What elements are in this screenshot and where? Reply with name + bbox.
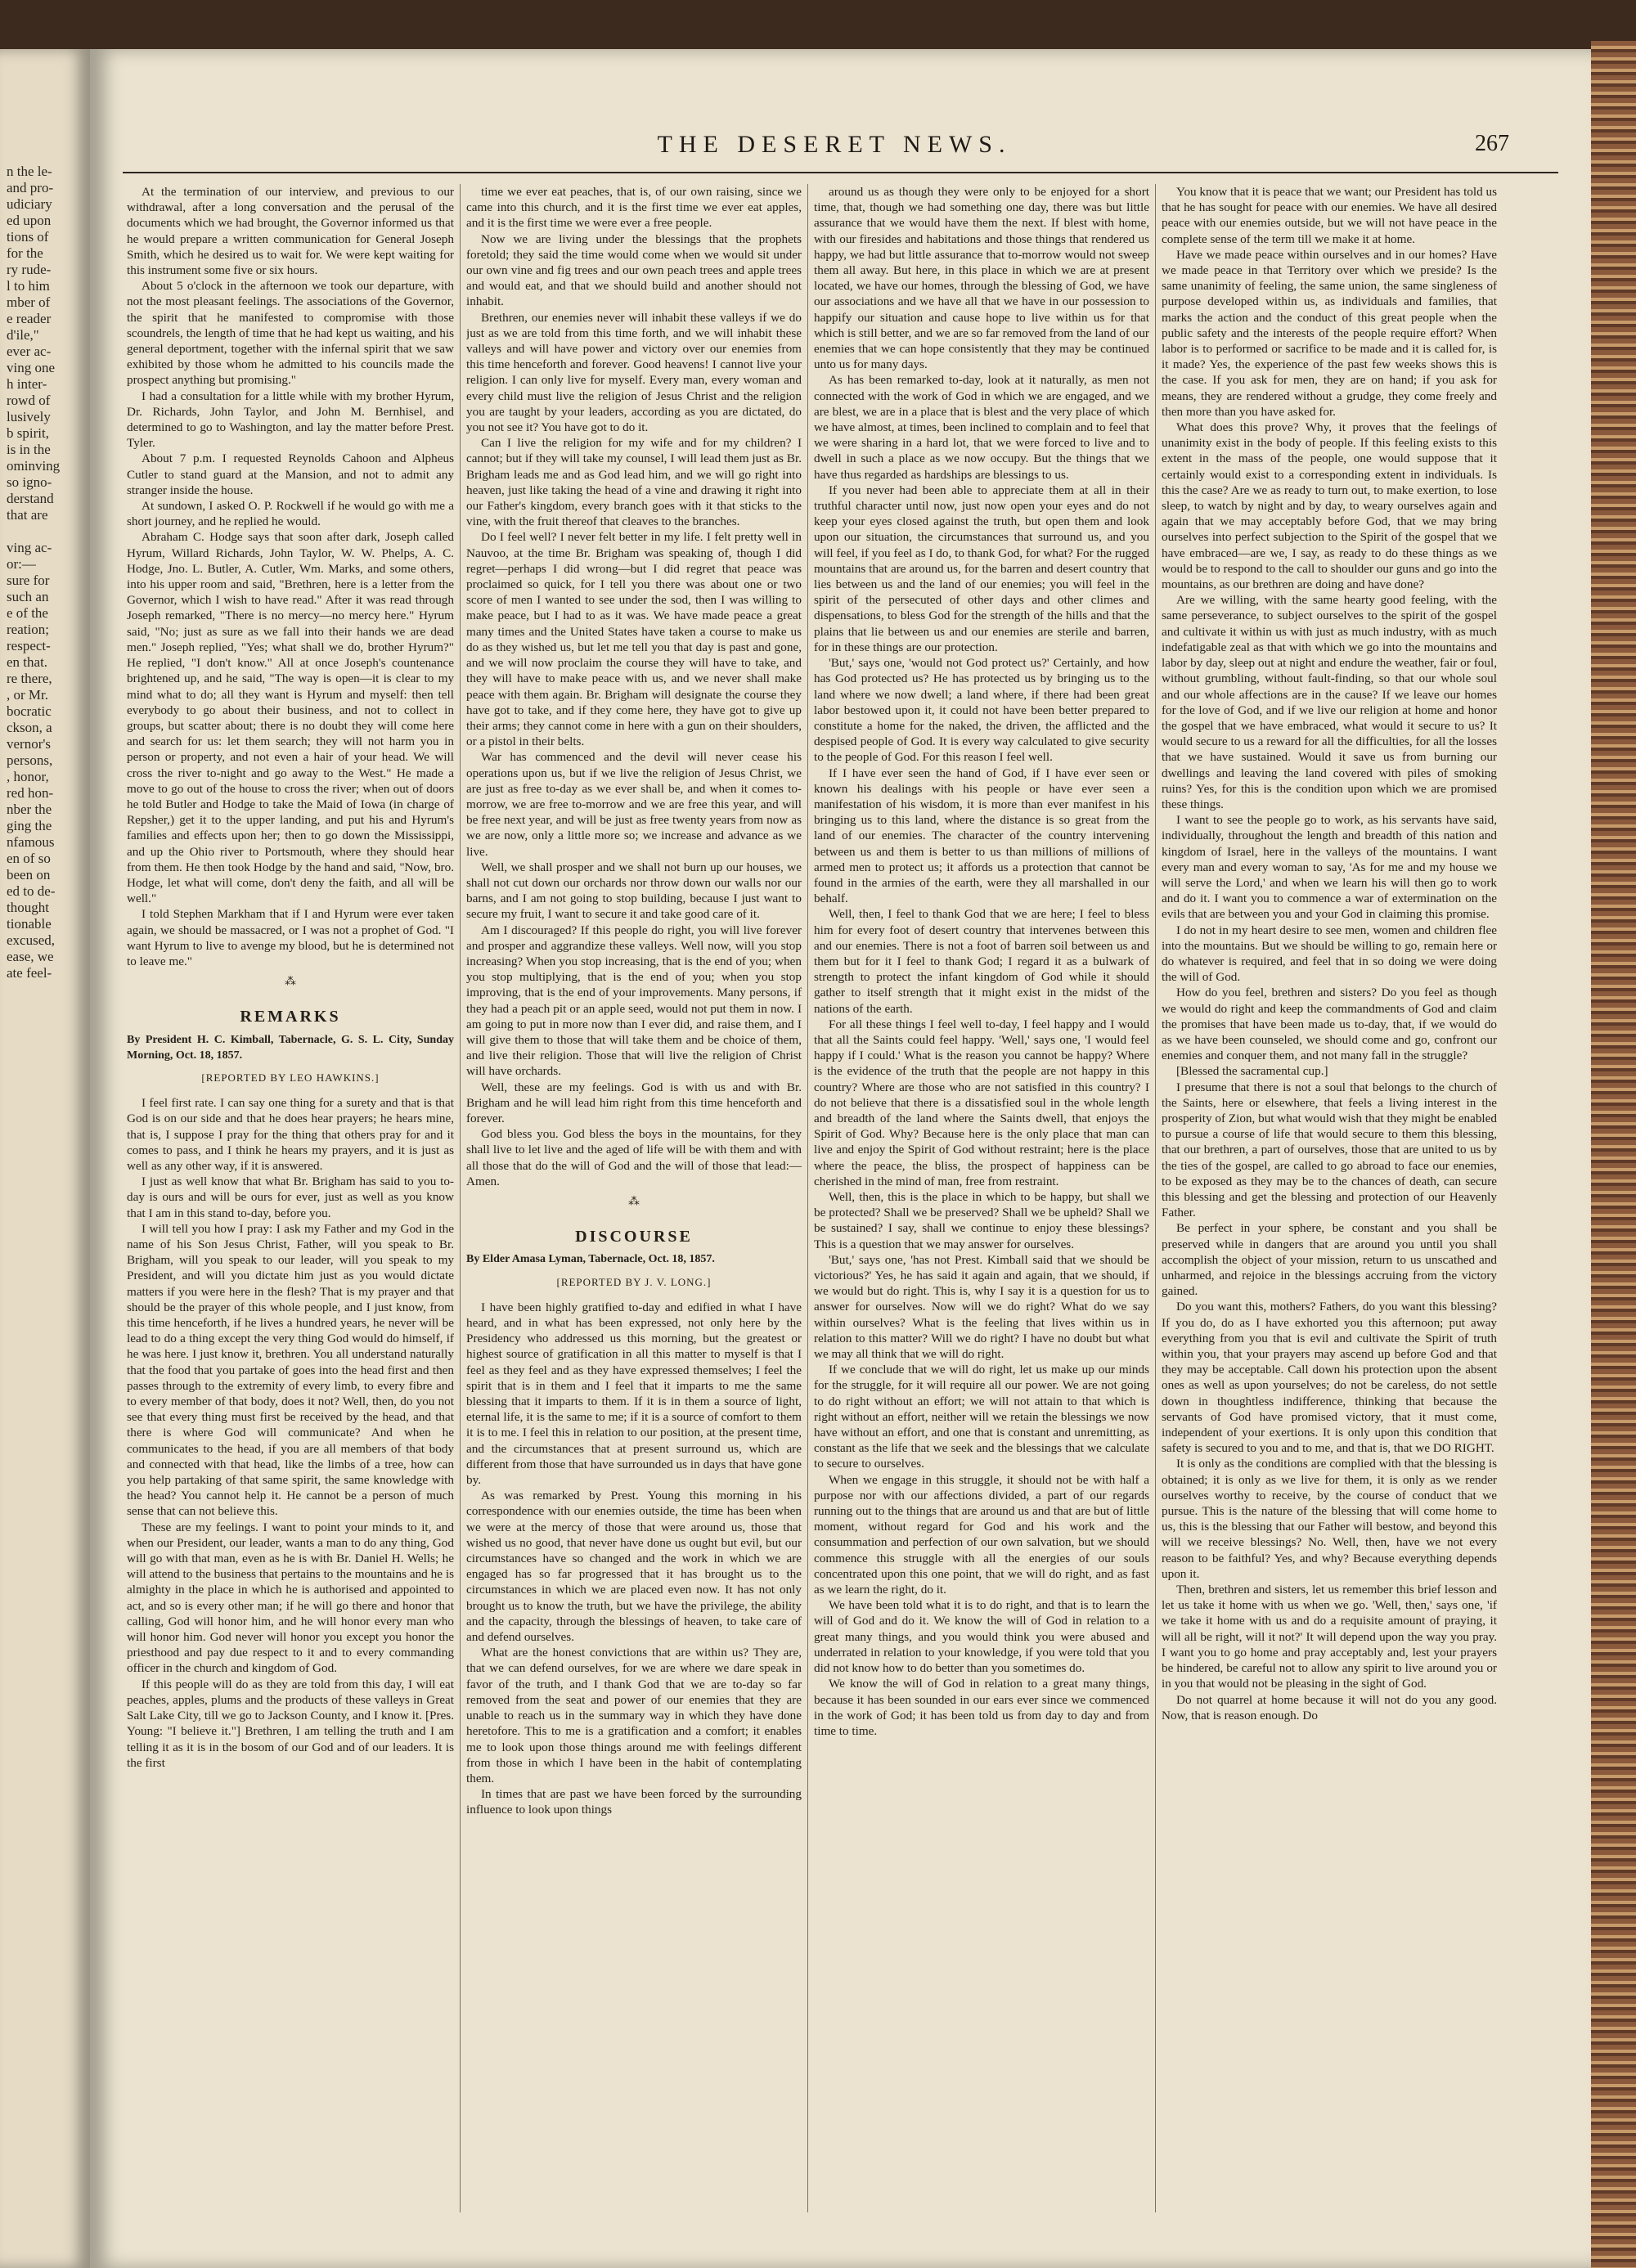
column-rule <box>807 184 808 2212</box>
paragraph: It is only as the conditions are complied with that the blessing is obtained; it is only as we live for them, it is only as we render ourselves worthy to receive, by the course of conduct that we pursue. This is the nature of the blessing that will come home to us, this is the blessing that our Father will bestow, and beyond this will we receive blessings? No. Well, then, have we not every reason to be faithful? Yes, and why? Because everything depends upon it. <box>1162 1457 1497 1581</box>
paragraph: I told Stephen Markham that if I and Hyrum were ever taken again, we should be massacred, or I was not a prophet of God. "I want Hyrum to live to avenge my blood, but he is determined not to leave me." <box>127 907 454 968</box>
paragraph: I have been highly gratified to-day and edified in what I have heard, and in what has been expressed, not only here by the Presidency who addressed us this morning, but the greatest or highest source of gratification in all this matter to myself is that I feel as they feel and as they have expressed themselves; I feel the spirit that is in them and I feel that it imparts to me the same blessing that it imparts to them. If it is in them a source of light, eternal life, it is the same to me; if it is a source of comfort to them it is to me. I feel this in relation to our position, at the present time, and the circumstances that at present surround us, which are different from those that have surrounded us in days that have gone by. <box>466 1300 802 1488</box>
paragraph: At sundown, I asked O. P. Rockwell if he would go with me a short journey, and he replied he would. <box>127 499 454 529</box>
paragraph: Well, these are my feelings. God is with us and with Br. Brigham and he will lead him right from this time henceforth and forever. <box>466 1080 802 1125</box>
column-1 <box>127 184 454 2229</box>
paragraph: Am I discouraged? If this people do right, you will live forever and prosper and aggrandize these valleys. Well now, will you stop increasing? When you stop increasing, that is the end of you; when you stop multiplying, that is the end of you; when you stop improving, that is the end of your improvements. Many persons, if they had a peach pit or an apple seed, would not put them in now. I am going to put in more now than I ever did, and raise them, and I will give them to those that will take them and be choice of them, and live their religion. Those that will live the religion of Christ will have orchards. <box>466 923 802 1079</box>
paragraph: At the termination of our interview, and previous to our withdrawal, after a long conversation and the perusal of the documents which we had brought, the Governor informed us that he would prepare a written communication for General Joseph Smith, which he desired us to wait for. We were kept waiting for this instrument some five or six hours. <box>127 185 454 278</box>
paragraph: Brethren, our enemies never will inhabit these valleys if we do just as we are told from this time forth, and we will inhabit these valleys and will have power and victory over our enemies from this time henceforth and forever. Good heavens! I cannot live your religion. I can only live for myself. Every man, every woman and every child must live the religion of Jesus Christ and the religion you are taught by your leaders, according as you are dictated, do you not see it? You have got to do it. <box>466 310 802 435</box>
paragraph: God bless you. God bless the boys in the mountains, for they shall live to let live and the aged of life will be with them and with all those that do the will of God and the will of those that lead:—Amen. <box>466 1127 802 1188</box>
discourse-reporter: [REPORTED BY J. V. LONG.] <box>556 1275 712 1288</box>
paragraph: What does this prove? Why, it proves that the feelings of unanimity exist in the body of people. If this feeling exists to this extent in the mass of the people, one would suppose that it certainly would exist to a corresponding extent in individuals. Is this the case? Are we as ready to turn out, to make exertion, to lose sleep, to watch by night and by day, to weary ourselves again and again that we may acceptably before God, that we may bring ourselves into perfect subjection to the Spirit of the gospel that we have embraced—are we, I say, as ready to do these things as we would be to respond to the call to shoulder our guns and go into the mountains, as our brethren are doing and have done? <box>1162 420 1497 592</box>
paragraph: Now we are living under the blessings that the prophets foretold; they said the time would come when we would sit under our own vine and fig trees and our own peach trees and apple trees and would eat, and that we should build and another should not inhabit. <box>466 231 802 309</box>
col2-paragraphs <box>466 184 802 1189</box>
paragraph: For all these things I feel well to-day, I feel happy and I would that all the Saints could feel happy. 'Well,' says one, 'I would feel happy if I could.' What is the reason you cannot be happy? Where is the evidence of the truth that the people are not happy in this country? Where are those who are not satisfied in this country? I do not believe that there is a dissatisfied soul in the whole length and breadth of the land where the Saints dwell, that enjoys the Spirit of God. Why? Because here is the only place that man can live and enjoy the Spirit of God without restraint; here is the place where the peace, the bliss, the prospect of happiness can be cherished in the mind of man, free from restraint. <box>814 1017 1149 1188</box>
paragraph: If you never had been able to appreciate them at all in their truthful character until now, just now open your eyes and do not keep your eyes closed against the truth, but open them and look upon our situation, the circumstances that surround us, and you will feel, if you feel as I do, to thank God, for what? For the rugged mountains that are around us, for the barren and desert country that lies between us and the land of our enemies; you will feel in the spirit of the persecuted of other days and other climes and dispensations, to bless God for the strength of the hills and that the plains that lie between us and our enemies are sterile and barren, for in these things are our protection. <box>814 483 1149 654</box>
paragraph: We know the will of God in relation to a great many things, because it has been sounded in our ears ever since we commenced in the work of God; it has been told us from day to day and from time to time. <box>814 1677 1149 1738</box>
column-2 <box>466 184 802 2229</box>
column-4 <box>1162 184 1497 2229</box>
paragraph: About 7 p.m. I requested Reynolds Cahoon and Alpheus Cutler to stand guard at the Mansion, and not to admit any stranger inside the house. <box>127 451 454 497</box>
discourse-byline: By Elder Amasa Lyman, Tabernacle, Oct. 18, 1857. <box>466 1253 715 1266</box>
paragraph: 'But,' says one, 'would not God protect us?' Certainly, and how has God protected us? He has protected us by bringing us to the land where we now dwell; a land where, if there had been great labor bestowed upon it, it could not have been better prepared to constitute a home for the naked, the driven, the afflicted and the despised people of God. It is every way calculated to give security to the people of God. For this reason I feel well. <box>814 656 1149 765</box>
paragraph: I will tell you how I pray: I ask my Father and my God in the name of his Son Jesus Christ, Father, will you speak to Br. Brigham, will you speak to our leader, will you speak to my President, and will you dictate him just as you would dictate matters if you were here in the flesh? That is my prayer and that should be the prayer of this whole people, and I just know, from this time henceforth, if he lives a hundred years, he never will be lead to do a thing except the very thing God would do himself, if he was here. I just know it, brethren. You all understand naturally that the food that you partake of goes into the head first and then passes through to the extremity of every limb, to every fibre and to every member of that body, does it not? Well, then, do you not see that every thing must first be received by the head, and that there is where God will communicate? And when he communicates to the head, if you are all members of that body and connected with that head, like the limbs of a tree, how can you help partaking of that same spirit, the same knowledge with the head? You cannot help it. He cannot be a person of much sense that can not believe this. <box>127 1221 454 1519</box>
paragraph: I feel first rate. I can say one thing for a surety and that is that God is on our side and that he does hear prayers; he hears mine, that is, I suppose I pray for the thing that others pray for and it comes to pass, and I think he hears my prayers, and it is just as well as any other way, if it is answered. <box>127 1096 454 1173</box>
paragraph: Do I feel well? I never felt better in my life. I felt pretty well in Nauvoo, at the time Br. Brigham was speaking of, though I did regret—perhaps I did wrong—but I did regret that peace was proclaimed so quick, for I tell you there was about one or two score of men I wanted to see under the sod, then I was willing to make peace, but I had to as it was. We have made peace a great many times and the United States have taken a course to make us do as they wished us, but let me tell you that day is past and gone, and we will now proclaim the course they will have to take, and they will have to make peace with us, and we never shall make peace with them again. Br. Brigham will designate the course they have got to take, and if they come here, they have got to give up their arms; they cannot come in here with a gun on their shoulders, or a pistol in their belts. <box>466 530 802 749</box>
paragraph: time we ever eat peaches, that is, of our own raising, since we came into this church, and it is the first time we ever eat apples, and it is the first time we were ever a free people. <box>466 185 802 231</box>
column-rule <box>460 184 461 2212</box>
page-number: 267 <box>1475 131 1509 156</box>
paragraph: Do you want this, mothers? Fathers, do you want this blessing? If you do, do as I have exhorted you this afternoon; put away everything from you that is evil and cultivate the Spirit of truth within you, that your prayers may ascend up before God and that they may be acceptable. Call down his protection upon the absent ones as well as upon yourselves; do not be careless, do not settle down in thoughtless indifference, thinking that because the servants of God have promised victory, that it must come, independent of your exertions. It is only upon this condition that safety is secured to you and to me, and that is, that we DO RIGHT. <box>1162 1300 1497 1456</box>
paragraph: These are my feelings. I want to point your minds to it, and when our President, our leader, wants a man to do any thing, God will go with that man, even as he is with Br. Daniel H. Wells; he will attend to the business that pertains to the mountains and he is almighty in the place in which he is authorised and appointed to act, and so is every other man; if he will go there and honor that calling, God will honor him, and he will honor every man who will honor him. God never will honor you except you honor the priesthood and pay due respect to it and to every commanding officer in the church and kingdom of God. <box>127 1520 454 1676</box>
newspaper-page <box>90 49 1591 2268</box>
paragraph: I had a consultation for a little while with my brother Hyrum, Dr. Richards, John Taylor, and John M. Bernhisel, and determined to go to Washington, and lay the matter before Prest. Tyler. <box>127 388 454 451</box>
paragraph: Abraham C. Hodge says that soon after dark, Joseph called Hyrum, Willard Richards, John Taylor, W. W. Phelps, A. C. Hodge, Jno. L. Butler, A. Cutler, Wm. Marks, and some others, into his upper room and said, "Brethren, here is a letter from the Governor, which I wish to have read." After it was read through Joseph remarked, "There is no mercy—no mercy here." Hyrum said, "No; just as sure as we fall into their hands we are dead men." Joseph replied, "Yes; what shall we do, brother Hyrum?" He replied, "I don't know." All at once Joseph's countenance brightened up, and he said, "The way is open—it is clear to my mind what to do; all they want is Hyrum and myself: then tell everybody to go about their business, and not to collect in groups, but scatter about; there is no doubt they will come here and search for us: let them search; they will not harm you in person or property, and not even a hair of your head. We will cross the river to-night and go away to the West." He made a move to go out of the house to cross the river; when out of doors he told Butler and Hodge to take the Maid of Iowa (in charge of Repsher,) get it to the upper landing, and put his and Hyrum's families and effects upon her; then to go down the Mississippi, and up the Ohio river to Portsmouth, where they should hear from them. He then took Hodge by the hand and said, "Now, bro. Hodge, let what will come, don't deny the faith, and all will be well." <box>127 530 454 906</box>
paragraph: Can I live the religion for my wife and for my children? I cannot; but if they will take my counsel, I will lead them just as Br. Brigham leads me and as God lead him, and we will go right into heaven, just like taking the head of a vine and drawing it right into our Father's kingdom, every branch goes with it that sticks to the vine, with the fruit thereof that cleaves to the branches. <box>466 436 802 529</box>
paragraph: Do not quarrel at home because it will not do you any good. Now, that is reason enough. Do <box>1162 1692 1497 1722</box>
discourse-heading: DISCOURSE <box>575 1228 693 1246</box>
paragraph: About 5 o'clock in the afternoon we took our departure, with not the most pleasant feelings. The associations of the Governor, the spirit that he manifested to compromise with those scoundrels, the length of time that he had kept us waiting, and his general deportment, together with the infernal spirit that we saw exhibited by those whom he admitted to his councils made the prospect anything but promising." <box>127 279 454 388</box>
paragraph: around us as though they were only to be enjoyed for a short time, that, though we had something one day, there was but little assurance that we would have them the next. If blest with home, with our firesides and habitations and those things that rendered us happy, we had but little assurance that to-morrow would not sweep them all away. But here, in this place in which we are at present located, we have our homes, through the blessing of God, we have our associations and we have all that we have in our possession to happify our situation and cause hope to live within us for that which is still better, and we are so far removed from the land of our enemies that we can hope consistently that they may be continued unto us for many days. <box>814 185 1149 372</box>
paragraph: I presume that there is not a soul that belongs to the church of the Saints, here or elsewhere, that feels a living interest in the prosperity of Zion, but what would wish that they might be enabled to pursue a course of life that would secure to them this blessing, that our brethren, a part of ourselves, those that are united to us by the ties of the gospel, are called to go abroad to face our enemies, to be exposed as they may be to the chances of death, can secure this blessing and get the blessing and protection of our Heavenly Father. <box>1162 1080 1497 1220</box>
paragraph: [Blessed the sacramental cup.] <box>1176 1064 1328 1079</box>
paragraph: What are the honest convictions that are within us? They are, that we can defend ourselves, for we are where we dare speak in favor of the truth, and I thank God that we are to-day so far removed from the seat and power of our enemies that they are unable to reach us in the summary way in which they have done heretofore. This to me is a gratification and a comfort; it enables me to look upon those things around me with feelings different from those in which I have been in the habit of contemplating them. <box>466 1646 802 1785</box>
paragraph: Well, we shall prosper and we shall not burn up our houses, we shall not cut down our orchards nor throw down our walls nor our barns, and I am not going to stop building, because I just want to secure my fruit, I want to secure it and take good care of it. <box>466 860 802 922</box>
remarks-heading: REMARKS <box>240 1008 341 1026</box>
paragraph: As was remarked by Prest. Young this morning in his correspondence with our enemies outside, the time has been when we were at the mercy of those that were around us, those that wished us no good, that never have done us ought but evil, but our circumstances have so changed and the work in which we are engaged has so far progressed that it has brought us to the circumstances in which we are placed even now. It has not only brought us to know the truth, but we have the privilege, the ability and the capacity, through the blessings of heaven, to take care of and defend ourselves. <box>466 1489 802 1645</box>
column-rule <box>1155 184 1156 2212</box>
paragraph: War has commenced and the devil will never cease his operations upon us, but if we live the religion of Jesus Christ, we are just as free to-day as we ever shall be, and when it comes to-morrow, we are free to-morrow and we are free this year, and will be free next year, and will be just as free twenty years from now as we are now, only a little more so; we increase and advance as we live. <box>466 750 802 859</box>
paragraph: I want to see the people go to work, as his servants have said, individually, throughout the length and breadth of this nation and kingdom of Israel, here in the valleys of the mountains. I want every man and every woman to say, 'As for me and my house we will serve the Lord,' and when we learn his will then go to work and do it. I want you to commence a war of extermination on the evils that are between you and your God in claiming this promise. <box>1162 813 1497 922</box>
discourse-paragraphs <box>466 1300 802 1818</box>
paragraph: I do not in my heart desire to see men, women and children flee into the mountains. But we should be willing to go, remain here or do whatever is required, and feel that in so doing we were doing the will of God. <box>1162 923 1497 985</box>
paragraph: I just as well know that what Br. Brigham has said to you to-day is ours and will be ours for ever, just as well as you know that I am in this stand to-day, before you. <box>127 1174 454 1220</box>
paragraph: We have been told what it is to do right, and that is to learn the will of God and do it. We know the will of God in relation to a great many things, and you would think you were abused and underrated in relation to your knowledge, if you were told that you did not know how to do better than you sometimes do. <box>814 1598 1149 1676</box>
paragraph: If this people will do as they are told from this day, I will eat peaches, apples, plums and the products of these valleys in Great Salt Lake City, till we go to Jackson County, and I know it. [Pres. Young: "I believe it."] Brethren, I am telling the truth and I am telling it as it is in the bosom of our God and of our leaders. It is the first <box>127 1677 454 1770</box>
paragraph: In times that are past we have been forced by the surrounding influence to look upon things <box>466 1787 802 1817</box>
col1-paragraphs <box>127 184 454 969</box>
paragraph: Then, brethren and sisters, let us remember this brief lesson and let us take it home with us when we go. 'Well, then,' says one, 'if we take it home with us and do a requisite amount of praying, it will all be right, will it not?' It will depend upon the way you pray. I want you to go home and pray acceptably and, lest your prayers be hindered, be careful not to allow any spirit to live around you or in you that would not be pleasing in the sight of God. <box>1162 1583 1497 1691</box>
column-3 <box>814 184 1149 2229</box>
remarks-paragraphs <box>127 1095 454 1771</box>
paragraph: Well, then, I feel to thank God that we are here; I feel to bless him for every foot of desert country that intervenes between this and our enemies. There is not a foot of barren soil between us and them but for it I feel to thank God; I regard it as a bulwark of strength to protect the infant kingdom of God while it should gather to itself strength that it might exist in the midst of the nations of the earth. <box>814 907 1149 1016</box>
masthead: THE DESERET NEWS. <box>657 131 1012 158</box>
left-page-text: n the le- and pro- udiciary ed upon tions of for the ry rude- l to him mber of e reader d'ile," ever ac- ving one h inter- rowd of lusively b spirit, is in the ominving so igno- derstand that are ving ac- or:— sure for such an e of the reation; respect- en that. re there, , or Mr. bocratic ckson, a vernor's persons, , honor, red hon- nber the ging the nfamous en of so been on ed to de- thought tionable excused, ease, we ate feel- <box>7 164 61 981</box>
paragraph: 'But,' says one, 'has not Prest. Kimball said that we should be victorious?' Yes, he has said it again and again, that we should, if we would but do right. This is, why I say it is a question for us to answer for ourselves. Now will we do right? What do we say within ourselves? What is the feeling that lives within us in relation to this matter? Will we do right? I have no doubt but what we may all think that we will do right. <box>814 1252 1149 1362</box>
left-page-edge <box>0 49 90 2268</box>
paragraph: Be perfect in your sphere, be constant and you shall be preserved while in dangers that are around you until you shall accomplish the object of your mission, return to us unscathed and unharmed, and rejoice in the blessings accruing from the victory gained. <box>1162 1221 1497 1299</box>
paragraph: Have we made peace within ourselves and in our homes? Have we made peace in that Territory over which we preside? Is the same unanimity of feeling, the same union, the same singleness of purpose developed within us, as individuals and families, that marks the action and the conduct of this great people when the public safety and the interests of the people require effort? When labor is to performed or sacrifice to be made and it is called for, is it made? Yes, the experience of the past few weeks shows this is the case. If you ask for men, they are on hand; if you ask for means, they are rendered without a grudge, they come freely and then more than you have asked for. <box>1162 247 1497 419</box>
paragraph: Well, then, this is the place in which to be happy, but shall we be protected? Shall we be preserved? Shall we be upheld? Shall we be sustained? I say, shall we continue to enjoy these blessings? This is a question that we may answer for ourselves. <box>814 1190 1149 1251</box>
ornament: ⁂ <box>285 976 296 989</box>
col4-paragraphs <box>1162 184 1497 1723</box>
ornament: ⁂ <box>628 1196 640 1208</box>
remarks-byline: By President H. C. Kimball, Tabernacle, G. S. L. City, Sunday Morning, Oct. 18, 1857. <box>127 1033 454 1062</box>
paragraph: When we engage in this struggle, it should not be with half a purpose nor with our affections divided, a part of our regards running out to the things that are around us and that are but of little moment, without regard for God and his work and the consummation and perfection of our own salvation, but we should commence this struggle with all the energies of our souls concentrated upon this one point, that we will do right, and as fast as we learn the right, do it. <box>814 1472 1149 1597</box>
paragraph: If I have ever seen the hand of God, if I have ever seen or known his dealings with his people or have ever seen a manifestation of his wisdom, it is more than ever manifest in his bringing us to this land, where the distance is so great from the land of our enemies. The character of the country intervening between us and them is better to us than millions of millions of armed men to protect us; it affords us a protection that cannot be found in the armies of the earth, were they all marshalled in our behalf. <box>814 766 1149 906</box>
paragraph: How do you feel, brethren and sisters? Do you feel as though we would do right and keep the commandments of God and claim the promises that have been made us to-day, that, if we would do as we have been counseled, we should come and go, confront our enemies and conquer them, and not many fall in the struggle? <box>1162 986 1497 1063</box>
book-edge <box>1591 41 1636 2268</box>
paragraph: Are we willing, with the same hearty good feeling, with the same perseverance, to subject ourselves to the spirit of the gospel and cultivate it within us with just as much industry, with as much indefatigable zeal as that with which we go into the mountains and labor by day, sleep out at night and endure the weather, fair or foul, without grumbling, without fault-finding, so that our whole soul and our whole affections are in the cause? If we leave our homes for the love of God, and if we live our religion at home and honor the gospel that we have embraced, what would it secure to us? It would secure to us a reward for all the difficulties, for all the losses that we have sustained. Would it save us from burning our dwellings and leaving the land covered with piles of smoking ruins? Yes, for this is the condition upon which we are promised these things. <box>1162 593 1497 811</box>
paragraph: You know that it is peace that we want; our President has told us that he has sought for peace with our enemies. We have all desired peace with our enemies outside, but we will not have peace in the complete sense of the term till we make it at home. <box>1162 185 1497 246</box>
header-rule <box>123 172 1558 173</box>
remarks-reporter: [REPORTED BY LEO HAWKINS.] <box>201 1071 380 1084</box>
paragraph: As has been remarked to-day, look at it naturally, as men not connected with the work of God in which we are engaged, and we are blest, we are in a place that is blest and the very place of which we have almost, at times, been inclined to complain and to feel that we were sharing in a hard lot, that we were forced to live and to dwell in such a place as we now occupy. But the things that we have thus regarded as hardships are blessings to us. <box>814 373 1149 482</box>
col3-paragraphs <box>814 184 1149 1739</box>
paragraph: If we conclude that we will do right, let us make up our minds for the struggle, for it will require all our power. We are not going to do right without an effort; we will not attain to that which is right without an effort, neither will we retain the blessings we now have without an effort, and one that is constant and unremitting, as constant as the life that we seek and the blessings that we calculate to secure to ourselves. <box>814 1363 1149 1471</box>
